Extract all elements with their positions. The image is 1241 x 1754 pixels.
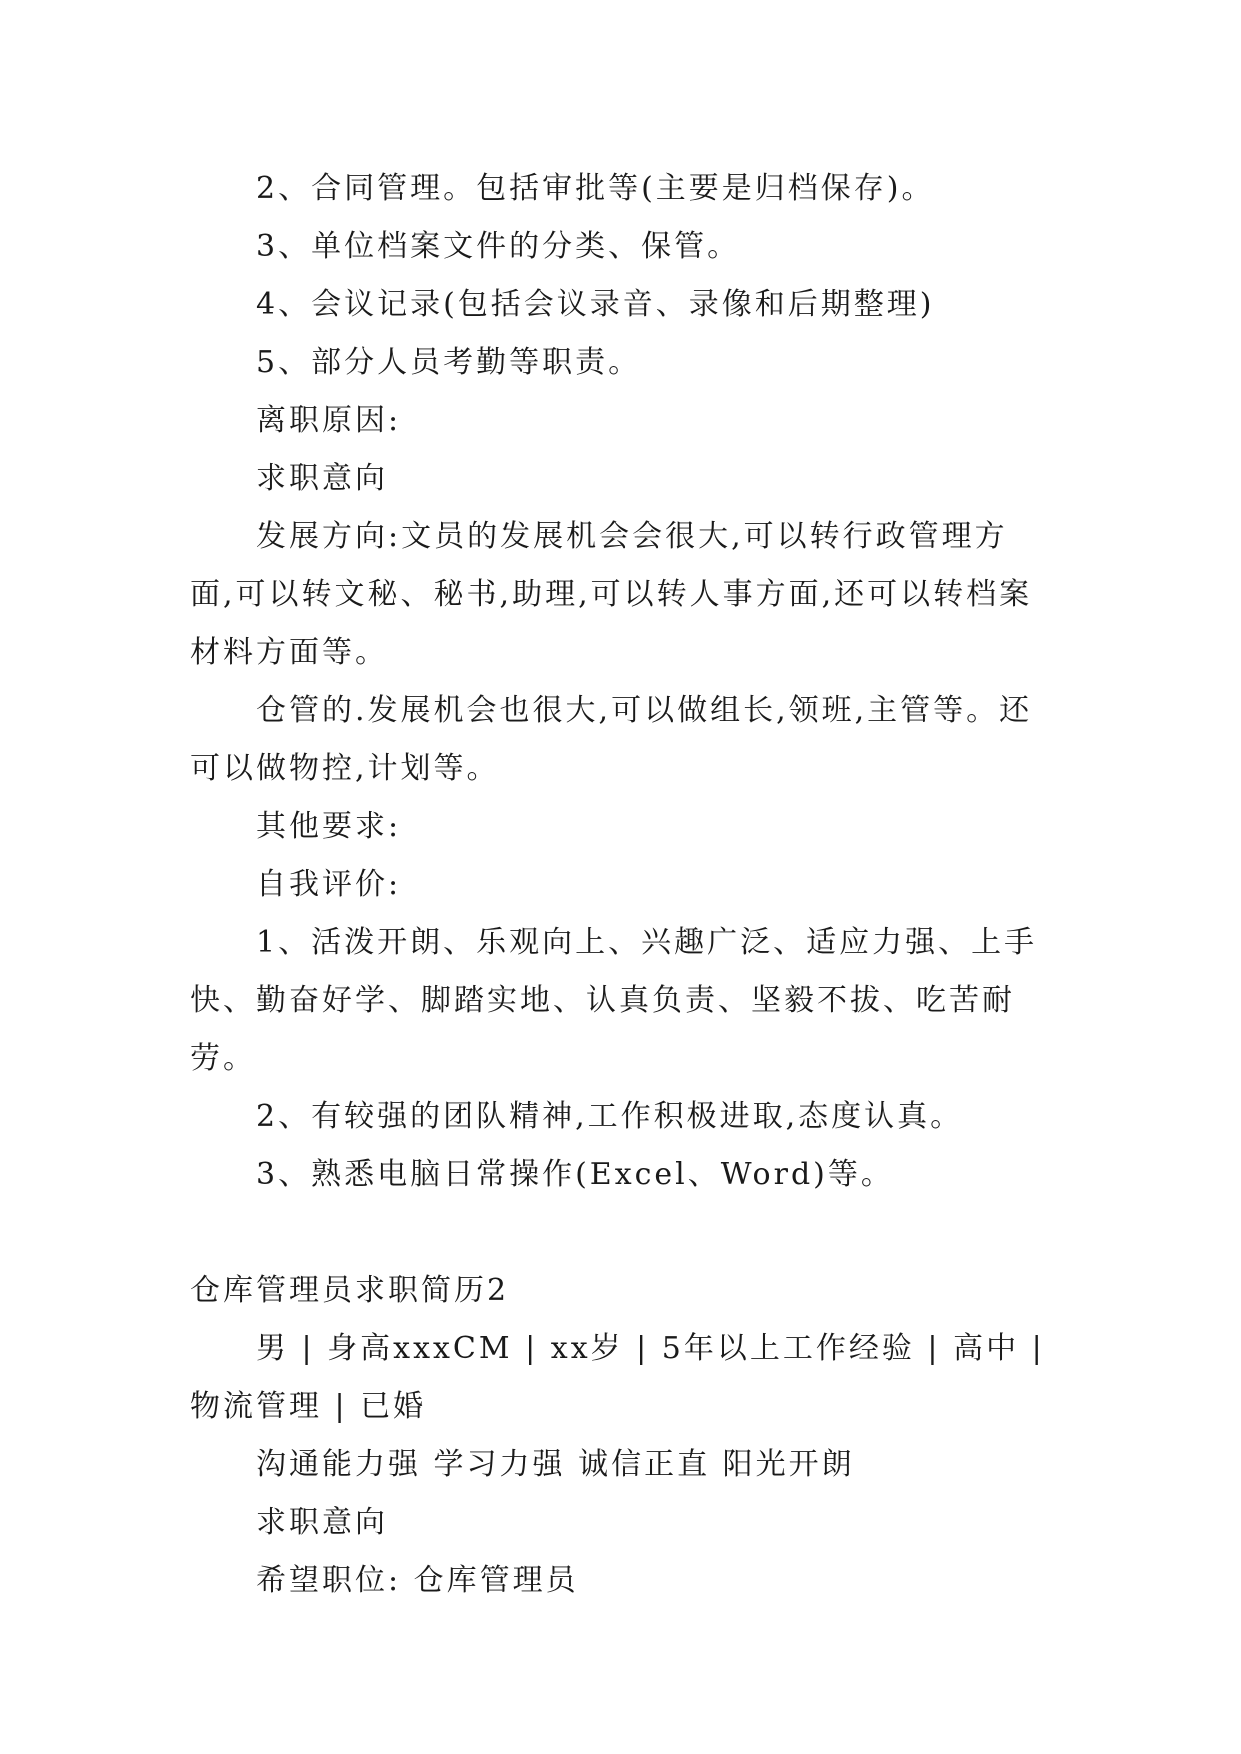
paragraph-self-evaluation: 自我评价: xyxy=(256,867,402,902)
paragraph-leave-reason: 离职原因: xyxy=(256,403,402,438)
paragraph-warehouse-development: 仓管的.发展机会也很大,可以做组长,领班,主管等。还可以做物控,计划等。 xyxy=(190,693,1033,786)
paragraph-desired-position: 希望职位: 仓库管理员 xyxy=(256,1563,579,1598)
paragraph-strengths: 沟通能力强 学习力强 诚信正直 阳光开朗 xyxy=(256,1447,855,1482)
paragraph-development: 发展方向:文员的发展机会会很大,可以转行政管理方面,可以转文秘、秘书,助理,可以转人事方面,还可以转档案材料方面等。 xyxy=(190,519,1033,670)
paragraph-profile: 男 | 身高xxxCM | xx岁 | 5年以上工作经验 | 高中 | 物流管理 | 已婚 xyxy=(190,1331,1045,1424)
paragraph-duty-2: 2、合同管理。包括审批等(主要是归档保存)。 xyxy=(256,171,935,206)
paragraph-evaluation-3: 3、熟悉电脑日常操作(Excel、Word)等。 xyxy=(256,1157,894,1192)
paragraph-evaluation-2: 2、有较强的团队精神,工作积极进取,态度认真。 xyxy=(256,1099,964,1134)
paragraph-evaluation-1: 1、活泼开朗、乐观向上、兴趣广泛、适应力强、上手快、勤奋好学、脚踏实地、认真负责、坚毅不拔、吃苦耐劳。 xyxy=(190,925,1038,1076)
document-body xyxy=(190,160,1050,1610)
paragraph-duty-3: 3、单位档案文件的分类、保管。 xyxy=(256,229,741,264)
paragraph-other-requirements: 其他要求: xyxy=(256,809,402,844)
paragraph-duty-4: 4、会议记录(包括会议录音、录像和后期整理) xyxy=(256,287,935,322)
section-title: 仓库管理员求职简历2 xyxy=(190,1273,510,1308)
paragraph-duty-5: 5、部分人员考勤等职责。 xyxy=(256,345,642,380)
paragraph-job-intention: 求职意向 xyxy=(256,461,388,496)
paragraph-job-intention-2: 求职意向 xyxy=(256,1505,388,1540)
